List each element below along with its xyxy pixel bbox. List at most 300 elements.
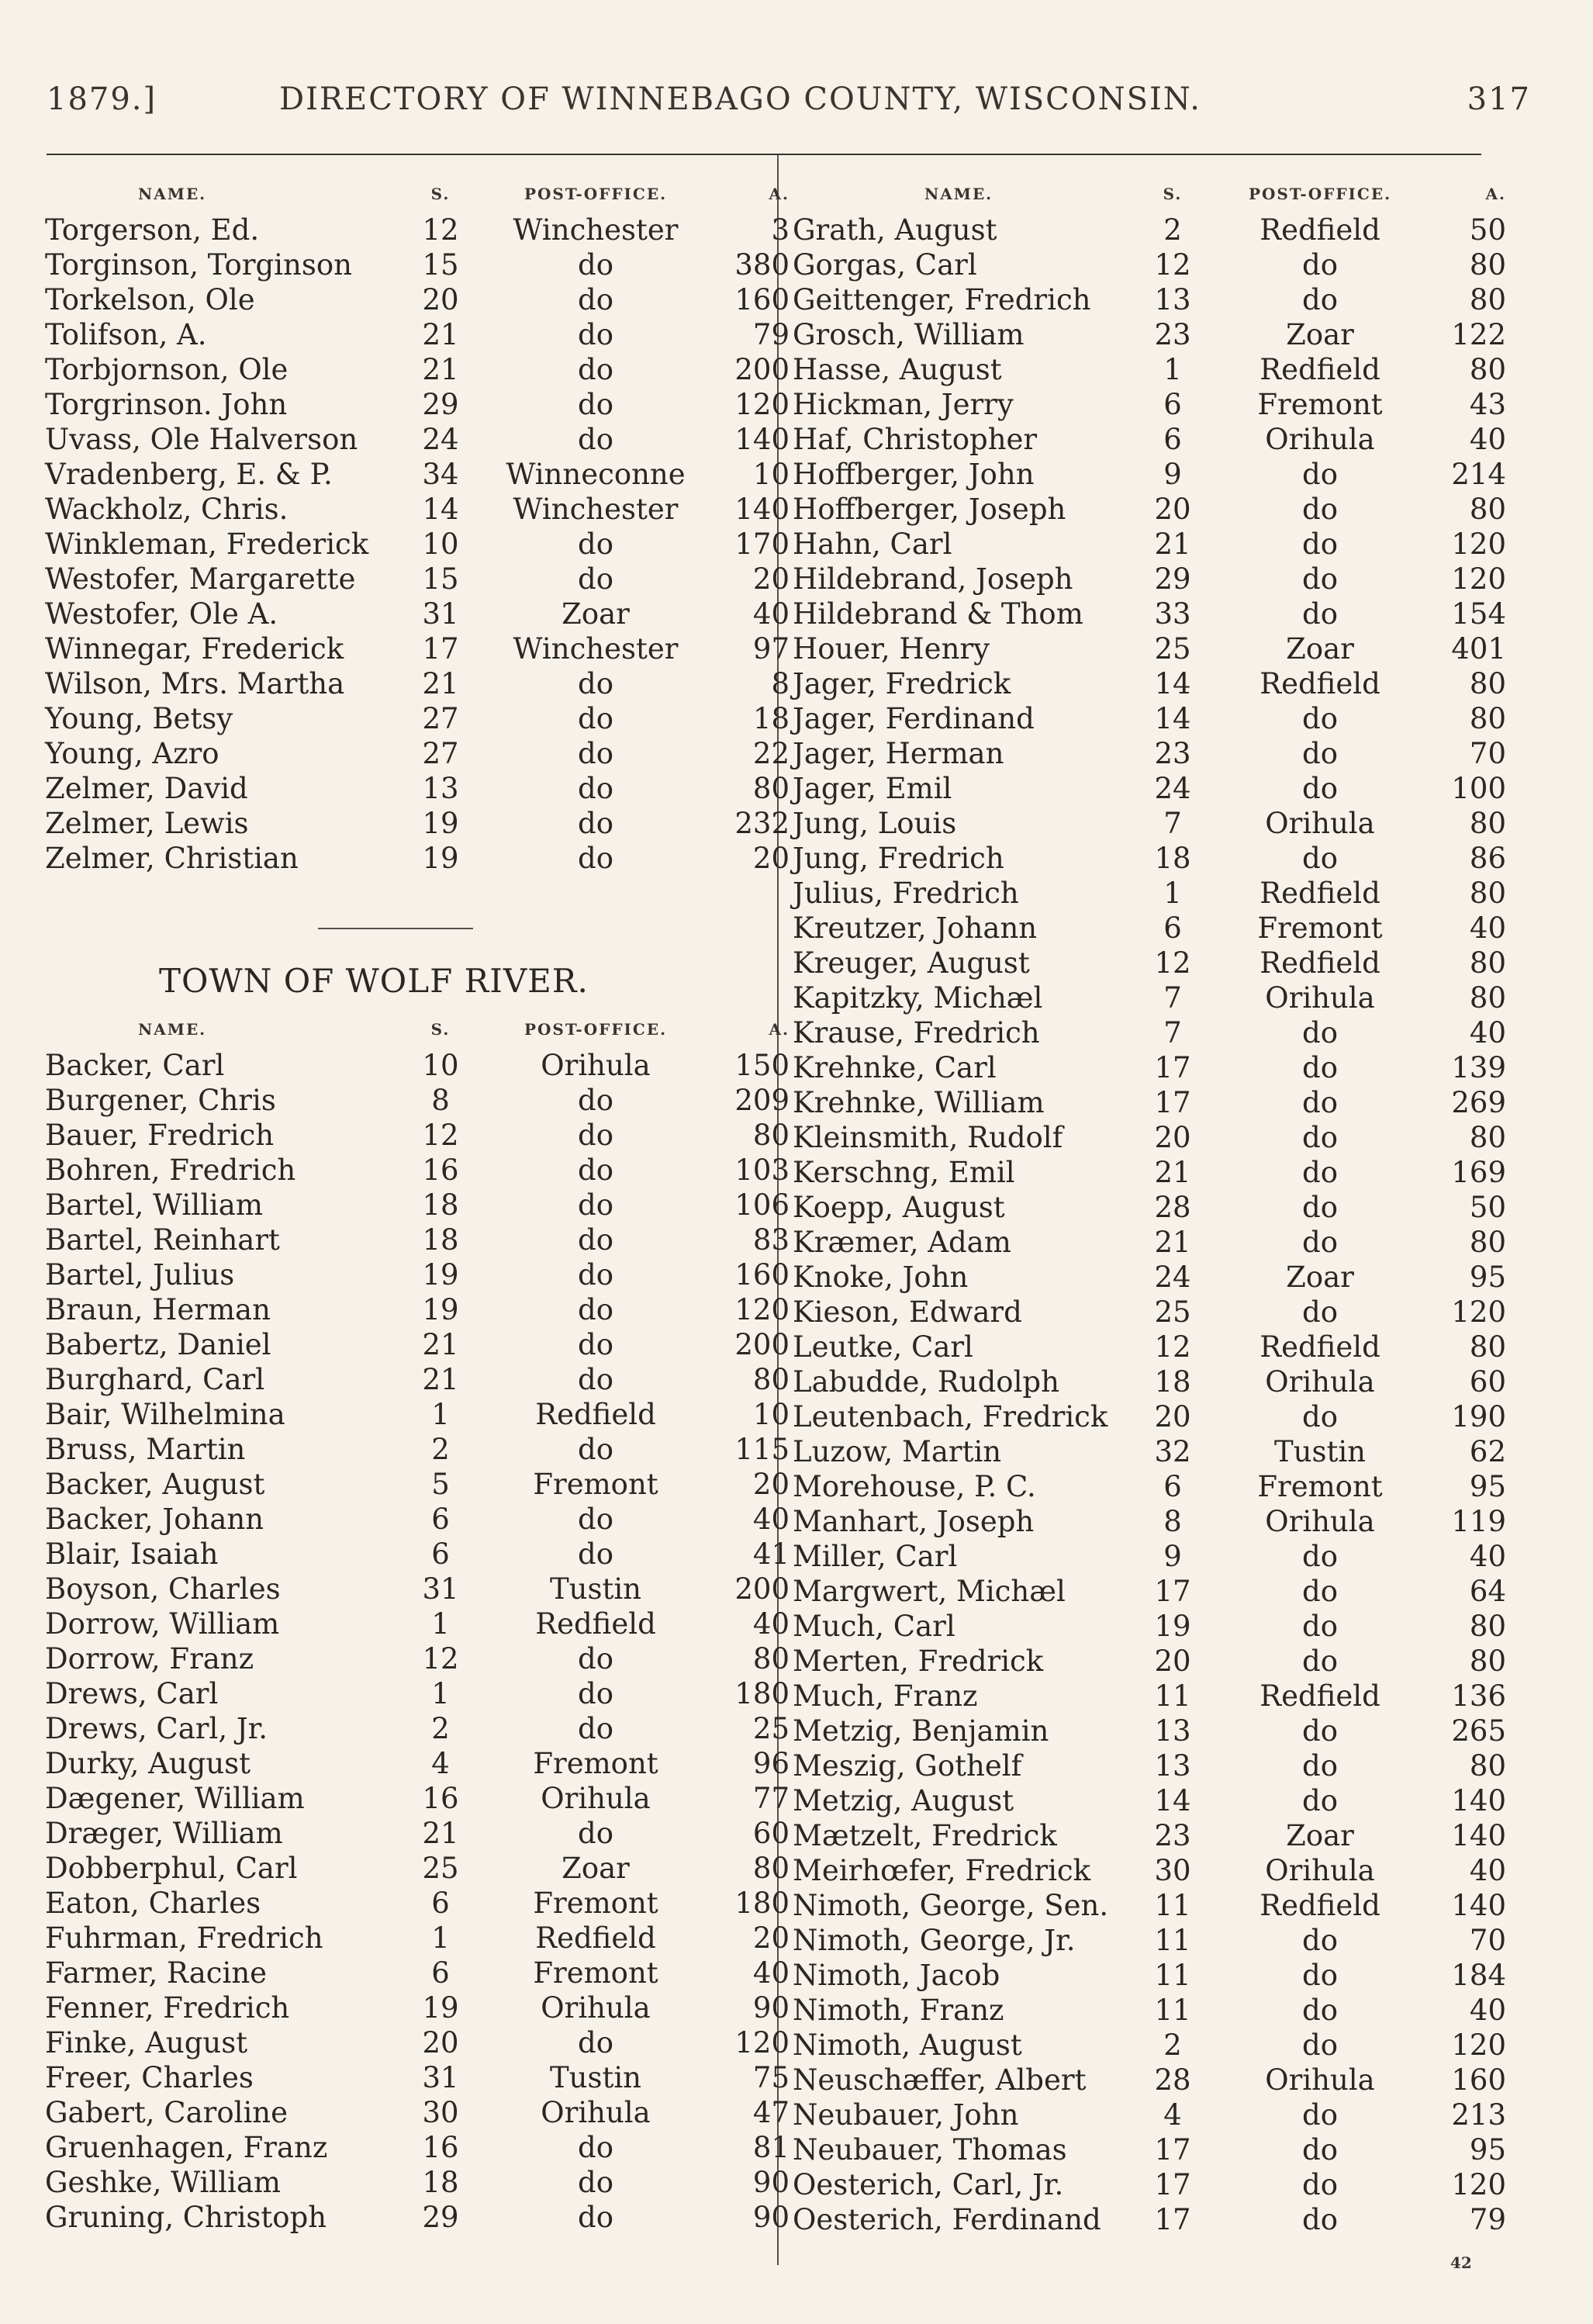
- entry-post-office: Redfield: [535, 1921, 656, 1955]
- entry-post-office: Winchester: [513, 493, 679, 526]
- entry-name: Krause, Fredrich: [793, 1016, 1040, 1050]
- entry-acres: 180: [734, 1677, 790, 1710]
- entry-section: 31: [422, 597, 459, 631]
- entry-acres: 80: [1469, 1121, 1506, 1154]
- entry-acres: 25: [752, 1712, 790, 1745]
- entry-acres: 81: [752, 2131, 790, 2164]
- entry-post-office: Winneconne: [506, 458, 686, 491]
- entry-section: 18: [422, 1188, 459, 1222]
- table-row: [793, 841, 1506, 876]
- entry-post-office: do: [578, 1363, 613, 1396]
- entry-name: Torgerson, Ed.: [45, 213, 260, 247]
- entry-name: Mætzelt, Fredrick: [793, 1819, 1057, 1852]
- entry-post-office: do: [1302, 1400, 1338, 1433]
- entry-post-office: do: [1302, 248, 1338, 282]
- entry-acres: 140: [1451, 1784, 1506, 1817]
- entry-section: 27: [422, 737, 459, 770]
- entry-section: 20: [1154, 493, 1191, 526]
- entry-name: Bartel, William: [45, 1188, 263, 1222]
- table-row: [793, 352, 1506, 387]
- entry-acres: 150: [734, 1049, 790, 1082]
- entry-section: 1: [431, 1921, 450, 1955]
- entry-section: 21: [422, 318, 459, 351]
- table-row: [45, 213, 790, 247]
- header-a: A.: [769, 1020, 790, 1039]
- entry-section: 16: [422, 1153, 459, 1187]
- entry-name: Kapitzky, Michæl: [793, 981, 1043, 1015]
- entry-name: Dræger, William: [45, 1817, 283, 1850]
- entry-section: 31: [422, 1572, 459, 1606]
- table-row: [45, 597, 790, 631]
- table-row: [793, 387, 1506, 422]
- entry-acres: 41: [752, 1537, 790, 1571]
- entry-acres: 40: [752, 1956, 790, 1990]
- entry-name: Backer, Johann: [45, 1503, 264, 1536]
- entry-acres: 79: [1469, 2203, 1506, 2236]
- table-row: [793, 1644, 1506, 1679]
- entry-section: 14: [1154, 667, 1191, 700]
- entry-post-office: Winchester: [513, 213, 679, 247]
- header-name: NAME.: [138, 185, 207, 203]
- entry-post-office: do: [578, 527, 613, 561]
- table-row: [45, 247, 790, 282]
- table-row: [793, 1993, 1506, 2028]
- entry-acres: 83: [752, 1223, 790, 1257]
- entry-acres: 86: [1469, 842, 1506, 875]
- entry-post-office: Zoar: [1286, 1261, 1354, 1294]
- entry-acres: 269: [1451, 1086, 1506, 1119]
- entry-name: Merten, Fredrick: [793, 1644, 1044, 1678]
- table-row: [793, 1888, 1506, 1923]
- section-title: TOWN OF WOLF RIVER.: [159, 962, 589, 1000]
- entry-post-office: Redfield: [1260, 667, 1380, 700]
- table-row: [45, 1188, 790, 1223]
- entry-section: 2: [1163, 2028, 1182, 2062]
- entry-post-office: do: [578, 248, 613, 282]
- entry-post-office: Orihula: [1265, 1854, 1375, 1887]
- entry-section: 19: [422, 1991, 459, 2025]
- entry-post-office: Fremont: [533, 1887, 658, 1920]
- entry-name: Fuhrman, Fredrich: [45, 1921, 323, 1955]
- entry-acres: 170: [734, 527, 790, 561]
- entry-acres: 122: [1451, 318, 1506, 351]
- entry-post-office: do: [578, 1817, 613, 1850]
- header-post-office: POST-OFFICE.: [524, 1020, 668, 1039]
- entry-post-office: do: [1302, 1086, 1338, 1119]
- entry-post-office: do: [1302, 2133, 1338, 2167]
- table-row: [793, 1469, 1506, 1504]
- entry-name: Bauer, Fredrich: [45, 1119, 275, 1152]
- entry-name: Morehouse, P. C.: [793, 1470, 1036, 1503]
- table-row: [793, 2202, 1506, 2237]
- entry-section: 21: [422, 667, 459, 700]
- entry-post-office: do: [578, 1433, 613, 1466]
- entry-acres: 40: [1469, 1854, 1506, 1887]
- entry-post-office: Fremont: [533, 1468, 658, 1501]
- entry-section: 6: [1163, 1470, 1182, 1503]
- table-row: [793, 597, 1506, 631]
- entry-section: 14: [422, 493, 459, 526]
- table-row: [793, 282, 1506, 317]
- entry-post-office: do: [1302, 1226, 1338, 1259]
- entry-acres: 80: [752, 1642, 790, 1676]
- entry-acres: 120: [734, 2026, 790, 2059]
- entry-post-office: do: [1302, 493, 1338, 526]
- entry-post-office: Winchester: [513, 632, 679, 666]
- entry-name: Geshke, William: [45, 2166, 281, 2199]
- entry-acres: 62: [1469, 1435, 1506, 1468]
- entry-name: Hoffberger, Joseph: [793, 493, 1066, 526]
- entry-post-office: do: [578, 842, 613, 875]
- table-row: [45, 1432, 790, 1467]
- entry-acres: 79: [752, 318, 790, 351]
- entry-name: Durky, August: [45, 1747, 251, 1780]
- entry-acres: 40: [1469, 1994, 1506, 2027]
- entry-name: Leutenbach, Fredrick: [793, 1400, 1108, 1433]
- entry-name: Gorgas, Carl: [793, 248, 977, 282]
- entry-acres: 8: [771, 667, 790, 700]
- entry-acres: 40: [1469, 1016, 1506, 1050]
- entry-section: 14: [1154, 702, 1191, 735]
- entry-section: 1: [431, 1398, 450, 1431]
- entry-post-office: Fremont: [1257, 911, 1383, 945]
- header-year: 1879.]: [47, 81, 157, 117]
- table-header: [793, 177, 1506, 213]
- entry-name: Much, Franz: [793, 1679, 978, 1713]
- entry-acres: 80: [1469, 667, 1506, 700]
- table-row: [793, 1574, 1506, 1609]
- entry-name: Winnegar, Frederick: [45, 632, 344, 666]
- entry-acres: 120: [1451, 527, 1506, 561]
- entry-acres: 80: [1469, 248, 1506, 282]
- header-a: A.: [769, 185, 790, 203]
- table-row: [793, 1260, 1506, 1295]
- entry-name: Burghard, Carl: [45, 1363, 265, 1396]
- entry-name: Torkelson, Ole: [45, 283, 255, 316]
- entry-section: 9: [1163, 1540, 1182, 1573]
- entry-section: 33: [1154, 597, 1191, 631]
- entry-section: 1: [1163, 353, 1182, 386]
- entry-section: 21: [1154, 1226, 1191, 1259]
- entry-post-office: do: [578, 1677, 613, 1710]
- entry-post-office: do: [1302, 702, 1338, 735]
- table-row: [793, 2167, 1506, 2202]
- entry-section: 17: [1154, 2133, 1191, 2167]
- entry-acres: 200: [734, 1572, 790, 1606]
- table-row: [793, 1818, 1506, 1853]
- entry-name: Braun, Herman: [45, 1293, 271, 1326]
- entry-name: Neubauer, Thomas: [793, 2133, 1067, 2167]
- entry-section: 8: [1163, 1505, 1182, 1538]
- entry-name: Backer, Carl: [45, 1049, 225, 1082]
- entry-name: Bohren, Fredrich: [45, 1153, 296, 1187]
- entry-acres: 200: [734, 353, 790, 386]
- entry-name: Kieson, Edward: [793, 1295, 1022, 1329]
- table-row: [793, 1958, 1506, 1993]
- entry-post-office: do: [1302, 562, 1338, 596]
- table-row: [793, 666, 1506, 701]
- entry-post-office: do: [578, 2026, 613, 2059]
- entry-section: 2: [431, 1712, 450, 1745]
- entry-name: Kerschng, Emil: [793, 1156, 1015, 1189]
- table-row: [793, 2028, 1506, 2063]
- entry-section: 13: [1154, 283, 1191, 316]
- entry-post-office: do: [1302, 1610, 1338, 1643]
- entry-acres: 120: [1451, 2168, 1506, 2201]
- entry-section: 4: [1163, 2098, 1182, 2132]
- table-row: [45, 2095, 790, 2130]
- entry-name: Torgrinson. John: [45, 388, 288, 421]
- entry-acres: 97: [752, 632, 790, 666]
- entry-acres: 80: [752, 772, 790, 805]
- entry-name: Jung, Fredrich: [793, 842, 1004, 875]
- entry-acres: 184: [1451, 1959, 1506, 1992]
- table-row: [793, 876, 1506, 911]
- entry-name: Nimoth, George, Sen.: [793, 1889, 1109, 1922]
- entry-name: Winkleman, Frederick: [45, 527, 369, 561]
- entry-acres: 232: [734, 807, 790, 840]
- entry-acres: 80: [1469, 807, 1506, 840]
- entry-post-office: Zoar: [562, 597, 630, 631]
- table-row: [793, 457, 1506, 492]
- table-row: [45, 2165, 790, 2200]
- table-row: [793, 492, 1506, 527]
- entry-name: Tolifson, A.: [45, 318, 207, 351]
- entry-section: 16: [422, 1782, 459, 1815]
- entry-acres: 18: [752, 702, 790, 735]
- table-row: [793, 1295, 1506, 1330]
- entry-acres: 60: [1469, 1365, 1506, 1399]
- entry-section: 15: [422, 248, 459, 282]
- entry-acres: 200: [734, 1328, 790, 1361]
- entry-post-office: do: [1302, 458, 1338, 491]
- entry-section: 23: [1154, 318, 1191, 351]
- entry-acres: 120: [1451, 2028, 1506, 2062]
- entry-post-office: Fremont: [533, 1956, 658, 1990]
- table-row: [45, 1467, 790, 1502]
- entry-post-office: do: [578, 737, 613, 770]
- table-row: [45, 282, 790, 317]
- entry-section: 6: [431, 1887, 450, 1920]
- entry-acres: 80: [1469, 946, 1506, 980]
- entry-name: Drews, Carl: [45, 1677, 219, 1710]
- entry-name: Kleinsmith, Rudolf: [793, 1121, 1063, 1154]
- entry-name: Luzow, Martin: [793, 1435, 1002, 1468]
- table-row: [793, 1783, 1506, 1818]
- entry-section: 12: [1154, 1330, 1191, 1364]
- table-row: [793, 736, 1506, 771]
- table-row: [45, 1502, 790, 1537]
- section-rule: [318, 928, 473, 929]
- entry-post-office: do: [578, 2131, 613, 2164]
- header-s: S.: [1163, 185, 1183, 203]
- entry-section: 17: [1154, 1575, 1191, 1608]
- entry-post-office: Zoar: [1286, 632, 1354, 666]
- entry-acres: 106: [734, 1188, 790, 1222]
- entry-acres: 115: [734, 1433, 790, 1466]
- entry-post-office: do: [1302, 1051, 1338, 1084]
- entry-post-office: Redfield: [1260, 213, 1380, 247]
- entry-section: 12: [1154, 946, 1191, 980]
- entry-post-office: do: [578, 1084, 613, 1117]
- entry-section: 1: [431, 1677, 450, 1710]
- table-row: [45, 1572, 790, 1606]
- entry-acres: 120: [1451, 1295, 1506, 1329]
- entry-name: Zelmer, David: [45, 772, 248, 805]
- entry-post-office: do: [1302, 1644, 1338, 1678]
- entry-name: Kreuger, August: [793, 946, 1030, 980]
- entry-section: 32: [1154, 1435, 1191, 1468]
- table-row: [45, 1606, 790, 1641]
- entry-name: Krehnke, William: [793, 1086, 1045, 1119]
- header-s: S.: [430, 185, 451, 203]
- entry-acres: 169: [1451, 1156, 1506, 1189]
- entry-post-office: Redfield: [1260, 877, 1380, 910]
- table-body: [793, 213, 1506, 2237]
- entry-name: Freer, Charles: [45, 2061, 254, 2094]
- entry-name: Boyson, Charles: [45, 1572, 281, 1606]
- entry-section: 18: [1154, 842, 1191, 875]
- table-row: [45, 736, 790, 771]
- entry-name: Blair, Isaiah: [45, 1537, 219, 1571]
- entry-name: Nimoth, George, Jr.: [793, 1924, 1076, 1957]
- table-row: [45, 1048, 790, 1083]
- entry-section: 7: [1163, 981, 1182, 1015]
- table-row: [793, 1434, 1506, 1469]
- entry-section: 18: [1154, 1365, 1191, 1399]
- entry-section: 25: [1154, 1295, 1191, 1329]
- entry-acres: 160: [1451, 2063, 1506, 2097]
- entry-name: Fenner, Fredrich: [45, 1991, 290, 2025]
- entry-post-office: do: [578, 388, 613, 421]
- entry-section: 11: [1154, 1924, 1191, 1957]
- entry-acres: 190: [1451, 1400, 1506, 1433]
- entry-acres: 80: [1469, 702, 1506, 735]
- entry-post-office: Orihula: [541, 2096, 651, 2129]
- entry-acres: 20: [752, 562, 790, 596]
- entry-name: Neuschæffer, Albert: [793, 2063, 1087, 2097]
- entry-name: Hildebrand & Thom: [793, 597, 1083, 631]
- entry-post-office: Tustin: [549, 2061, 642, 2094]
- right-column: [793, 177, 1506, 2237]
- entry-post-office: do: [1302, 1156, 1338, 1189]
- entry-acres: 20: [752, 842, 790, 875]
- entry-name: Hickman, Jerry: [793, 388, 1014, 421]
- entry-post-office: do: [1302, 1575, 1338, 1608]
- entry-section: 19: [422, 1293, 459, 1326]
- entry-section: 11: [1154, 1994, 1191, 2027]
- entry-post-office: do: [1302, 1191, 1338, 1224]
- table-row: [45, 1886, 790, 1921]
- entry-acres: 60: [752, 1817, 790, 1850]
- table-header: [45, 177, 790, 213]
- entry-post-office: do: [578, 1188, 613, 1222]
- table-row: [45, 1223, 790, 1257]
- entry-name: Grosch, William: [793, 318, 1025, 351]
- entry-post-office: Redfield: [535, 1607, 656, 1641]
- entry-section: 28: [1154, 1191, 1191, 1224]
- entry-post-office: Fremont: [533, 1747, 658, 1780]
- entry-post-office: do: [1302, 1016, 1338, 1050]
- entry-post-office: Orihula: [1265, 981, 1375, 1015]
- entry-post-office: do: [1302, 772, 1338, 805]
- entry-section: 20: [1154, 1644, 1191, 1678]
- entry-section: 13: [1154, 1714, 1191, 1748]
- entry-name: Hoffberger, John: [793, 458, 1035, 491]
- entry-acres: 40: [1469, 423, 1506, 456]
- entry-acres: 40: [752, 1607, 790, 1641]
- entry-post-office: Tustin: [1273, 1435, 1367, 1468]
- table-row: [45, 1292, 790, 1327]
- entry-acres: 80: [1469, 1610, 1506, 1643]
- table-row: [793, 1399, 1506, 1434]
- entry-post-office: do: [1302, 842, 1338, 875]
- entry-name: Jager, Fredrick: [793, 667, 1011, 700]
- entry-acres: 80: [1469, 1644, 1506, 1678]
- entry-section: 6: [1163, 388, 1182, 421]
- table-row: [45, 527, 790, 562]
- entry-section: 20: [1154, 1121, 1191, 1154]
- entry-acres: 70: [1469, 1924, 1506, 1957]
- entry-acres: 120: [734, 1293, 790, 1326]
- entry-name: Young, Betsy: [45, 702, 233, 735]
- entry-section: 6: [1163, 423, 1182, 456]
- page-header: [47, 81, 1546, 128]
- entry-section: 21: [1154, 527, 1191, 561]
- table-row: [793, 247, 1506, 282]
- table-row: [793, 1364, 1506, 1399]
- entry-name: Labudde, Rudolph: [793, 1365, 1059, 1399]
- table-row: [45, 1921, 790, 1956]
- entry-acres: 64: [1469, 1575, 1506, 1608]
- entry-acres: 140: [1451, 1819, 1506, 1852]
- entry-section: 10: [422, 1049, 459, 1082]
- entry-acres: 22: [752, 737, 790, 770]
- table-row: [45, 1641, 790, 1676]
- table-row: [793, 527, 1506, 562]
- entry-post-office: do: [578, 1153, 613, 1187]
- entry-name: Gruning, Christoph: [45, 2201, 327, 2234]
- entry-name: Dorrow, William: [45, 1607, 280, 1641]
- table-row: [793, 771, 1506, 806]
- entry-acres: 140: [1451, 1889, 1506, 1922]
- entry-section: 16: [422, 2131, 459, 2164]
- entry-post-office: do: [1302, 2203, 1338, 2236]
- entry-post-office: Orihula: [541, 1049, 651, 1082]
- entry-acres: 80: [752, 1119, 790, 1152]
- entry-post-office: Orihula: [541, 1991, 651, 2025]
- entry-section: 1: [431, 1607, 450, 1641]
- entry-name: Dobberphul, Carl: [45, 1852, 298, 1885]
- entry-section: 31: [422, 2061, 459, 2094]
- entry-acres: 180: [734, 1887, 790, 1920]
- entry-post-office: Redfield: [1260, 1330, 1380, 1364]
- entry-acres: 40: [1469, 911, 1506, 945]
- entry-name: Vradenberg, E. & P.: [45, 458, 333, 491]
- entry-name: Jung, Louis: [793, 807, 957, 840]
- table-row: [793, 2132, 1506, 2167]
- entry-acres: 80: [1469, 353, 1506, 386]
- table-row: [45, 1711, 790, 1746]
- header-name: NAME.: [924, 185, 993, 203]
- entry-section: 21: [422, 1328, 459, 1361]
- entry-section: 27: [422, 702, 459, 735]
- entry-acres: 119: [1451, 1505, 1506, 1538]
- table-row: [45, 1083, 790, 1118]
- table-row: [45, 2025, 790, 2060]
- entry-section: 12: [1154, 248, 1191, 282]
- entry-section: 24: [1154, 1261, 1191, 1294]
